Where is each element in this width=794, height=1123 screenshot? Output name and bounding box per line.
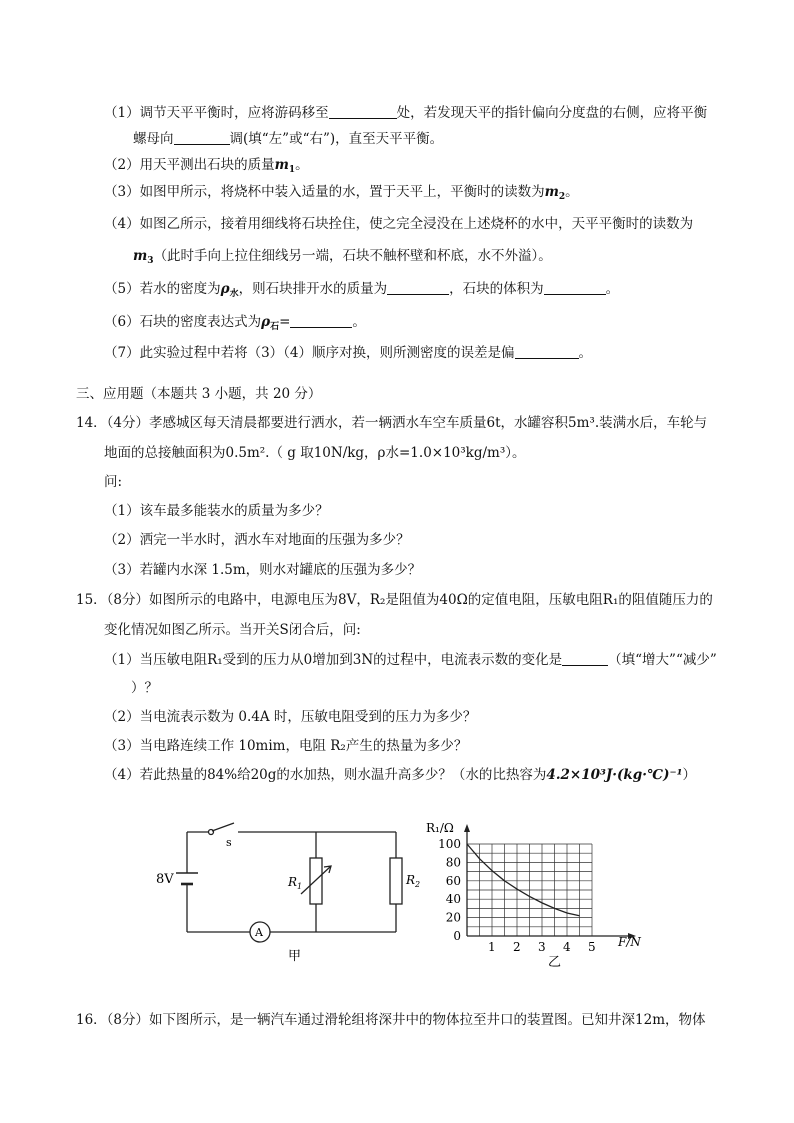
chart-axes: [464, 824, 636, 939]
q13-step4-line1: [104, 214, 693, 234]
y-axis-arrow: [464, 824, 470, 832]
q13-step3: （3）如图甲所示，将烧杯中装入适量的水，置于天平上，平衡时的读数为$m_2$。: [104, 184, 579, 202]
q14-sub2: （2）洒完一半水时，洒水车对地面的压强为多少？: [104, 532, 410, 548]
y-tick-label: 60: [445, 873, 461, 888]
symbol-rho-water: $\rho_水$: [220, 281, 239, 299]
q14-ask: 问:: [104, 474, 123, 490]
source-label: 8V: [156, 872, 174, 887]
chart-xlabel: F/N: [618, 935, 641, 949]
blank-answer[interactable]: [174, 130, 230, 145]
blank-answer[interactable]: [515, 344, 579, 359]
specific-heat-formula: 4.2×10³J·(kg·℃)⁻¹: [546, 767, 683, 783]
y-tick-label: 80: [445, 855, 461, 870]
q15-sub1-text-a: （1）当压敏电阻R₁受到的压力从0增加到3N的过程中，电流表示数的变化是: [104, 652, 563, 668]
q13-step6-text: （6）石块的密度表达式为: [104, 314, 262, 330]
y-tick-label: 100: [438, 837, 461, 851]
q15-sub4: （4）若此热量的84%给20g的水加热，则水温升高多少？（水的比热容为4.2×10³J·(kg·℃)⁻¹）: [104, 767, 696, 783]
y-tick-label: 20: [445, 910, 461, 925]
section-heading: 三、应用题（本题共 3 小题，共 20 分）: [76, 386, 322, 402]
y-tick-label: 0: [453, 929, 461, 943]
q15-sub2: （2）当电流表示数为 0.4A 时，压敏电阻受到的压力为多少？: [104, 709, 477, 725]
q13-step4-text-b: （此时手向上拉住细线另一端，石块不触杯壁和杯底，水不外溢）。: [153, 248, 552, 264]
q13-step7-text: （7）此实验过程中若将（3）（4）顺序对换，则所测密度的误差是偏: [104, 345, 515, 361]
blank-answer[interactable]: [329, 104, 397, 119]
x-tick-label: 1: [488, 940, 496, 954]
q13-step4-line2: [133, 246, 552, 271]
q15-sub3: （3）当电路连续工作 10mim，电阻 R₂产生的热量为多少？: [104, 738, 468, 754]
x-tick-label: 2: [513, 940, 521, 954]
circuit-diagram: [150, 818, 430, 968]
x-tick-label: 4: [563, 940, 571, 954]
y-tick-label: 40: [445, 892, 461, 907]
r2-label: $R_2$: [406, 873, 421, 889]
q13-step5: （5）若水的密度为$\rho_水$，则石块排开水的质量为 ，石块的体积为 。: [104, 281, 620, 299]
x-tick-label: 5: [588, 940, 596, 954]
q15-sub1-line2: ）？: [131, 680, 158, 696]
circuit-caption: 甲: [288, 949, 302, 964]
q13-step1-line2: [133, 129, 443, 149]
r1-label: $R_1$: [288, 875, 303, 891]
q13-step1-text-b: 处，若发现天平的指针偏向分度盘的右侧，应将平衡: [396, 105, 708, 121]
q13-step7: （7）此实验过程中若将（3）（4）顺序对换，则所测密度的误差是偏 。: [104, 345, 593, 361]
chart-grid: [467, 844, 592, 936]
chart-series-line: [467, 844, 580, 916]
q13-step3-text: （3）如图甲所示，将烧杯中装入适量的水，置于天平上，平衡时的读数为: [104, 184, 545, 200]
q14-sub1: （1）该车最多能装水的质量为多少？: [104, 503, 329, 519]
blank-answer[interactable]: [562, 651, 608, 666]
variable-arrow: [301, 866, 331, 894]
switch-blade: [212, 823, 234, 831]
symbol-rho-stone: $\rho_石$: [261, 314, 280, 332]
q14-line2: 地面的总接触面积为0.5m².（ g 取10N/kg，ρ水=1.0×10³kg/m³）。: [104, 445, 526, 461]
symbol-m1: $m_1$: [274, 157, 296, 175]
q14-sub3: （3）若罐内水深 1.5m，则水对罐底的压强为多少？: [104, 562, 422, 578]
ammeter-label: A: [255, 926, 263, 939]
q13-step5-text-b: ，则石块排开水的质量为: [238, 281, 388, 297]
q13-step2-text: （2）用天平测出石块的质量: [104, 157, 275, 173]
symbol-m3: $m_3$: [133, 248, 154, 266]
q13-step1-text-a: （1）调节天平平衡时，应将游码移至: [104, 105, 329, 121]
q16-line1: 16．（8分）如下图所示，是一辆汽车通过滑轮组将深井中的物体拉至井口的装置图。已知井深12m，物体: [76, 1012, 706, 1028]
q13-step1-text-d: 调(填“左”或“右”)，直至天平平衡。: [229, 131, 444, 147]
x-tick-label: 3: [538, 940, 546, 954]
symbol-m2: $m_2$: [544, 184, 566, 202]
switch-label: s: [226, 836, 232, 849]
q15-line1: 15．（8分）如图所示的电路中，电源电压为8V，R₂是阻值为40Ω的定值电阻，压敏电阻R₁的阻值随压力的: [76, 592, 713, 608]
q13-step1-text-c: 螺母向: [133, 131, 174, 147]
r2-resistor: [390, 858, 402, 904]
q13-step2: （2）用天平测出石块的质量$m_1$。: [104, 157, 309, 175]
q15-sub4-text-a: （4）若此热量的84%给20g的水加热，则水温升高多少？（水的比热容为: [104, 767, 547, 783]
q13-step1-line1: [104, 103, 707, 123]
resistance-force-chart: [420, 812, 660, 972]
blank-answer[interactable]: [290, 313, 352, 328]
q13-step6: （6）石块的密度表达式为$\rho_石=$ 。: [104, 314, 366, 332]
blank-answer[interactable]: [544, 280, 606, 295]
q15-line2: 变化情况如图乙所示。当开关S闭合后，问:: [104, 622, 361, 638]
q14-line1: 14．（4分）孝感城区每天清晨都要进行洒水，若一辆洒水车空车质量6t，水罐容积5m³.装满水后，车轮与: [76, 415, 708, 431]
q15-sub1-text-b: （填“增大”“减少”: [608, 652, 717, 668]
q13-step5-text-c: ，石块的体积为: [449, 281, 544, 297]
q15-sub1-line1: [104, 650, 717, 670]
q13-step4-text-a: （4）如图乙所示，接着用细线将石块拴住，使之完全浸没在上述烧杯的水中，天平平衡时的读数为: [104, 216, 694, 232]
chart-caption: 乙: [548, 955, 562, 970]
q13-step5-text-a: （5）若水的密度为: [104, 281, 221, 297]
r1-resistor: [310, 858, 322, 904]
blank-answer[interactable]: [387, 280, 449, 295]
chart-ylabel: R₁/Ω: [426, 821, 454, 835]
